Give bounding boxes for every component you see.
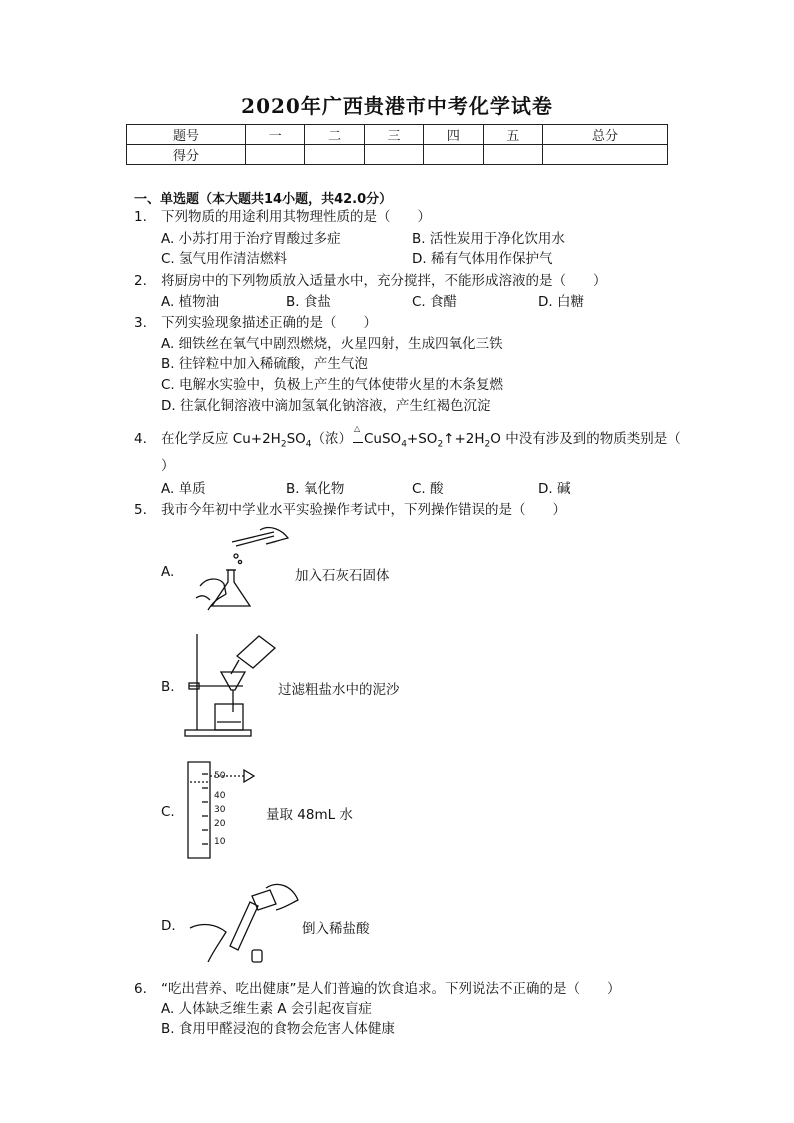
tick-label: 20 — [214, 819, 226, 829]
question-stem: 下列实验现象描述正确的是（ ） — [161, 315, 377, 331]
equation-part: （浓） — [311, 431, 352, 447]
page-title: 2020年广西贵港市中考化学试卷 — [241, 94, 553, 118]
equation-part: CuSO — [364, 431, 402, 447]
option-c: C. 电解水实验中，负极上产生的气体使带火星的木条复燃 — [161, 377, 504, 393]
option-b-label: B. — [161, 679, 175, 695]
score-cell — [364, 145, 423, 165]
option-a-label: A. — [161, 564, 175, 580]
graduated-cylinder-illustration — [184, 758, 264, 864]
option-b: B. 氧化物 — [286, 481, 345, 497]
score-cell — [543, 145, 668, 165]
score-cell — [483, 145, 542, 165]
question-number: 1. — [134, 209, 147, 225]
question-stem: “吃出营养、吃出健康”是人们普遍的饮食追求。下列说法不正确的是（ ） — [161, 981, 621, 997]
option-d: D. 碱 — [538, 481, 571, 497]
question-number: 5. — [134, 502, 147, 518]
question-number: 2. — [134, 273, 147, 289]
option-b: B. 食用甲醛浸泡的食物会危害人体健康 — [161, 1021, 395, 1037]
option-a: A. 人体缺乏维生素 A 会引起夜盲症 — [161, 1001, 372, 1017]
option-a: A. 植物油 — [161, 294, 220, 310]
tick-label: 30 — [214, 805, 226, 815]
question-number: 3. — [134, 315, 147, 331]
option-d: D. 往氯化铜溶液中滴加氢氧化钠溶液，产生红褐色沉淀 — [161, 398, 491, 414]
subscript: 2 — [437, 439, 444, 450]
tick-label: 10 — [214, 837, 226, 847]
heat-symbol: △ — [354, 424, 361, 433]
option-c: C. 酸 — [412, 481, 444, 497]
option-a-caption: 加入石灰石固体 — [295, 568, 390, 584]
option-c: C. 氢气用作清洁燃料 — [161, 251, 288, 267]
option-a: A. 小苏打用于治疗胃酸过多症 — [161, 231, 341, 247]
option-b: B. 活性炭用于净化饮用水 — [412, 231, 565, 247]
question-number: 6. — [134, 981, 147, 997]
question-stem: 我市今年初中学业水平实验操作考试中，下列操作错误的是（ ） — [161, 502, 566, 518]
equation-part: O 中没有涉及到的物质类别是（ — [490, 431, 681, 447]
option-d: D. 稀有气体用作保护气 — [412, 251, 553, 267]
header-cell: 总分 — [543, 125, 668, 145]
header-cell: 一 — [246, 125, 305, 145]
score-cell — [305, 145, 364, 165]
subscript: 2 — [484, 439, 491, 450]
score-cell — [246, 145, 305, 165]
equation-part: ↑+2H — [443, 431, 485, 447]
header-cell: 二 — [305, 125, 364, 145]
header-cell: 题号 — [127, 125, 246, 145]
option-b: B. 食盐 — [286, 294, 331, 310]
option-c-label: C. — [161, 804, 175, 820]
tick-label: 50 — [214, 771, 226, 781]
question-stem — [161, 424, 681, 454]
add-solid-illustration — [180, 524, 292, 616]
option-a: A. 细铁丝在氧气中剧烈燃烧，火星四射，生成四氧化三铁 — [161, 336, 503, 352]
reaction-condition — [352, 424, 364, 448]
option-b-caption: 过滤粗盐水中的泥沙 — [278, 682, 400, 698]
option-c-caption: 量取 48mL 水 — [266, 807, 353, 823]
equation-part: +SO — [406, 431, 438, 447]
question-stem: 下列物质的用途利用其物理性质的是（ ） — [161, 209, 431, 225]
question-stem-continuation: ） — [161, 458, 175, 474]
option-b: B. 往锌粒中加入稀硫酸，产生气泡 — [161, 356, 368, 372]
header-cell: 五 — [483, 125, 542, 145]
option-c: C. 食醋 — [412, 294, 458, 310]
question-number: 4. — [134, 431, 147, 447]
section-heading: 一、单选题（本大题共14小题，共42.0分） — [134, 192, 393, 207]
equation-part: SO — [286, 431, 306, 447]
equation-part: 在化学反应 Cu+2H — [161, 431, 281, 447]
row-label: 得分 — [127, 145, 246, 165]
tick-label: 40 — [214, 791, 226, 801]
header-cell: 四 — [424, 125, 483, 145]
option-d-label: D. — [161, 918, 176, 934]
pour-acid-illustration — [180, 880, 302, 972]
option-d-caption: 倒入稀盐酸 — [302, 921, 370, 937]
subscript: 4 — [305, 439, 312, 450]
subscript: 4 — [401, 439, 407, 450]
option-d: D. 白糖 — [538, 294, 584, 310]
filtration-illustration — [175, 634, 279, 740]
score-table — [126, 124, 668, 165]
score-cell — [424, 145, 483, 165]
header-cell: 三 — [364, 125, 423, 145]
score-table-header-row — [127, 125, 668, 145]
subscript: 2 — [280, 439, 287, 450]
score-table-score-row — [127, 145, 668, 165]
option-a: A. 单质 — [161, 481, 206, 497]
question-stem: 将厨房中的下列物质放入适量水中，充分搅拌，不能形成溶液的是（ ） — [161, 273, 607, 289]
